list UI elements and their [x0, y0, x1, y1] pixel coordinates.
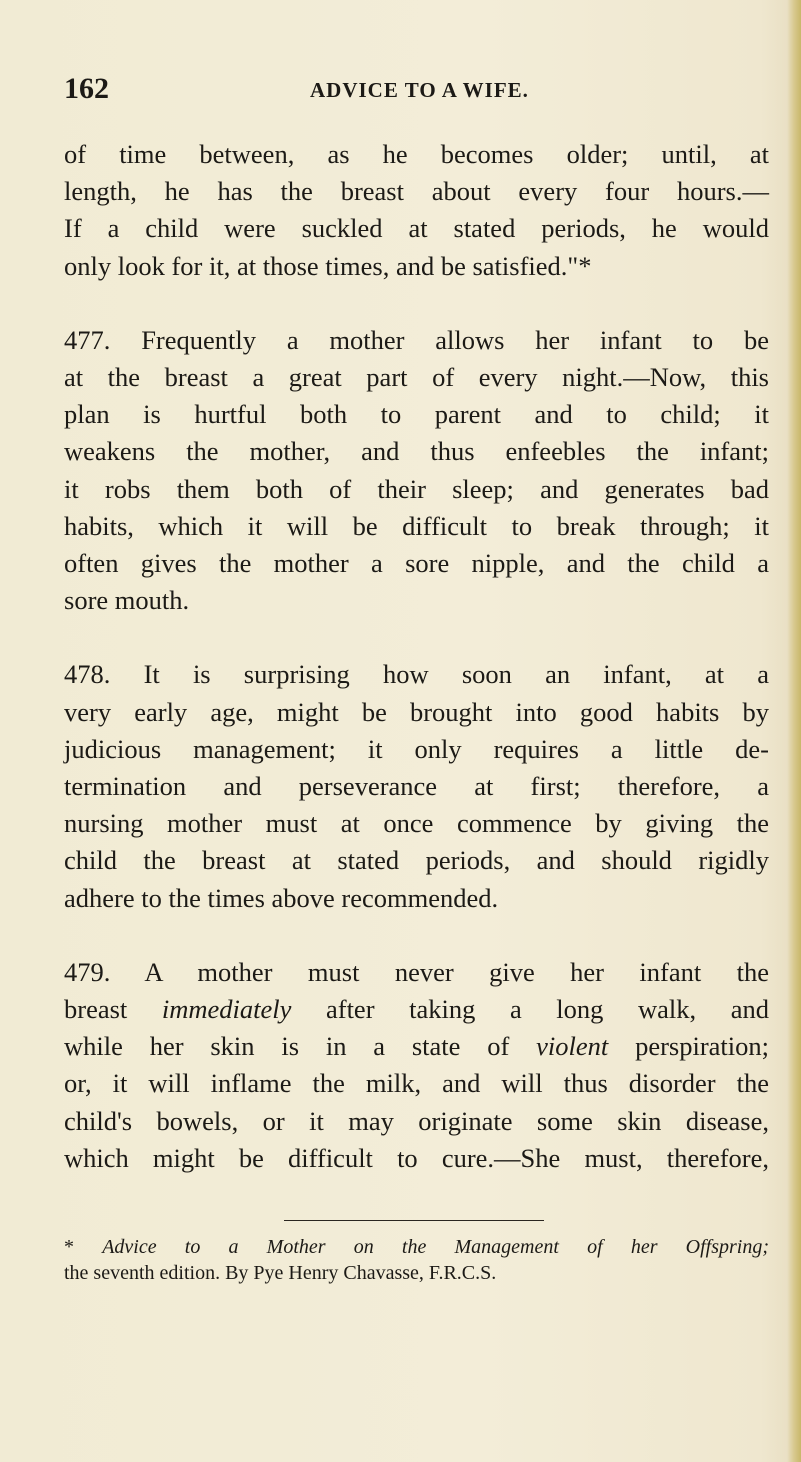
footnote-marker: *: [64, 1236, 103, 1258]
paragraph-continuation: [64, 136, 769, 285]
footnote: [64, 1234, 769, 1286]
paragraph-478: [64, 656, 769, 916]
text-line: at the breast a great part of every night.—Now, this: [64, 362, 769, 393]
text-segment: perspiration;: [608, 1031, 770, 1062]
text-line: 478. It is surprising how soon an infant, at a: [64, 659, 769, 690]
text-line: adhere to the times above recommended.: [64, 882, 499, 913]
paragraph-479: [64, 954, 769, 1177]
text-line: termination and perseverance at first; therefore, a: [64, 771, 769, 802]
text-line: sore mouth.: [64, 585, 190, 616]
footnote-rule: [284, 1220, 544, 1221]
page-binding-edge: [787, 0, 801, 1462]
footnote-line: [64, 1234, 769, 1260]
text-line: very early age, might be brought into good habits by: [64, 696, 769, 727]
footnote-title: Advice to a Mother on the Management of her Offspring;: [102, 1236, 770, 1258]
text-line: child the breast at stated periods, and should rigidly: [64, 845, 769, 876]
text-segment: breast: [64, 994, 162, 1025]
text-line: nursing mother must at once commence by giving the: [64, 808, 769, 839]
text-line: judicious management; it only requires a little de-: [64, 733, 769, 764]
text-line: it robs them both of their sleep; and generates bad: [64, 473, 769, 504]
text-line: weakens the mother, and thus enfeebles the infant;: [64, 436, 769, 467]
text-line: often gives the mother a sore nipple, and the child a: [64, 548, 769, 579]
text-line: If a child were suckled at stated periods, he would: [64, 213, 769, 244]
text-segment: after taking a long walk, and: [291, 994, 769, 1025]
text-segment: while her skin is in a state of: [64, 1031, 537, 1062]
text-line: [64, 991, 769, 1028]
emphasis-text: violent: [536, 1031, 609, 1062]
text-line: [64, 1028, 769, 1065]
text-line: only look for it, at those times, and be satisfied."*: [64, 250, 592, 281]
text-line: child's bowels, or it may originate some skin disease,: [64, 1105, 769, 1136]
text-line: habits, which it will be difficult to break through; it: [64, 510, 769, 541]
emphasis-text: immediately: [161, 994, 292, 1025]
page-number: 162: [64, 72, 109, 105]
footnote-line: the seventh edition. By Pye Henry Chavasse, F.R.C.S.: [64, 1262, 497, 1284]
page-header: [64, 72, 769, 112]
text-line: length, he has the breast about every four hours.—: [64, 176, 769, 207]
paragraph-477: [64, 322, 769, 620]
text-line: 479. A mother must never give her infant the: [64, 956, 769, 987]
body-text: [64, 136, 769, 1177]
text-line: plan is hurtful both to parent and to child; it: [64, 399, 769, 430]
text-line: which might be difficult to cure.—She must, therefore,: [64, 1142, 769, 1173]
text-line: of time between, as he becomes older; until, at: [64, 139, 769, 169]
text-line: 477. Frequently a mother allows her infant to be: [64, 324, 769, 355]
text-line: or, it will inflame the milk, and will thus disorder the: [64, 1068, 769, 1099]
running-head: ADVICE TO A WIFE.: [310, 78, 529, 102]
